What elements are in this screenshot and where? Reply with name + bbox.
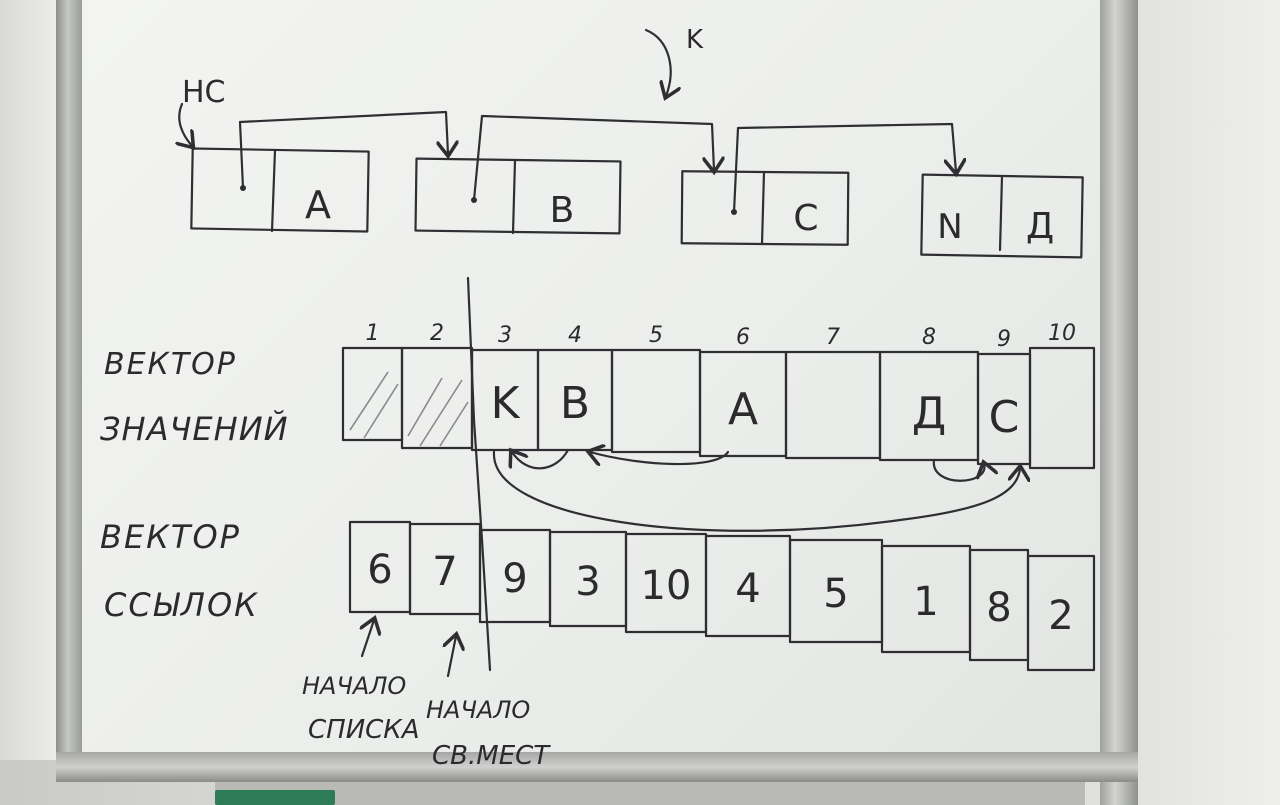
link-a-to-b-vec bbox=[590, 452, 728, 464]
free-start-label-2: СВ.МЕСТ bbox=[432, 741, 550, 771]
value-cell bbox=[1030, 348, 1094, 468]
link-d-to-c bbox=[934, 460, 985, 481]
node-c-value: C bbox=[793, 198, 819, 239]
list-node-c bbox=[682, 171, 849, 244]
value-cell-value: A bbox=[727, 384, 759, 435]
list-node-last bbox=[921, 175, 1082, 258]
ref-vector-label-2: ССЫЛОК bbox=[104, 586, 259, 624]
value-cell-value: C bbox=[988, 392, 1020, 443]
value-cell-index: 3 bbox=[498, 323, 512, 348]
ref-vector bbox=[350, 522, 1094, 670]
value-cell-index: 9 bbox=[997, 327, 1011, 352]
ref-cell-value: 2 bbox=[1048, 593, 1074, 639]
value-cell-index: 1 bbox=[365, 321, 380, 346]
ref-cell-value: 3 bbox=[575, 559, 601, 605]
link-b-to-c bbox=[474, 116, 714, 200]
hc-pointer-label: HC bbox=[182, 75, 226, 110]
ref-cell-value: 1 bbox=[913, 579, 939, 625]
list-node-b bbox=[416, 159, 621, 234]
value-cell bbox=[402, 348, 472, 448]
ref-cell-value: 5 bbox=[823, 571, 849, 617]
node-a-value: A bbox=[305, 183, 331, 227]
value-cell-hatching bbox=[350, 372, 468, 446]
node-last-pointer: N bbox=[937, 207, 963, 247]
list-start-label-1: НАЧАЛО bbox=[302, 672, 407, 700]
hc-arrow bbox=[179, 104, 192, 146]
ref-vector-label-1: ВЕКТОР bbox=[100, 518, 241, 556]
link-k-to-c bbox=[494, 452, 1020, 531]
ref-cell-value: 10 bbox=[640, 563, 692, 609]
ref-cell-value: 9 bbox=[502, 556, 528, 602]
value-cell-value: Д bbox=[911, 388, 947, 439]
ref-cell-value: 4 bbox=[735, 566, 761, 612]
list-start-label-2: СПИСКА bbox=[308, 715, 420, 745]
value-cell-value: K bbox=[490, 378, 520, 429]
value-cell bbox=[786, 352, 880, 458]
value-cell-index: 6 bbox=[736, 325, 750, 350]
k-arrow bbox=[646, 30, 671, 96]
k-pointer-label: K bbox=[686, 25, 704, 55]
value-cell-value: B bbox=[559, 378, 591, 429]
value-cell-index: 10 bbox=[1048, 321, 1076, 346]
free-start-arrow bbox=[448, 636, 456, 676]
ref-cell-value: 7 bbox=[432, 549, 458, 595]
free-start-label-1: НАЧАЛО bbox=[426, 696, 531, 724]
value-cell-index: 4 bbox=[568, 323, 582, 348]
value-cell-index: 8 bbox=[922, 325, 936, 350]
list-start-arrow bbox=[362, 620, 374, 656]
value-cell-index: 2 bbox=[430, 321, 444, 346]
value-vector-label-1: ВЕКТОР bbox=[104, 347, 237, 382]
value-cell-index: 5 bbox=[649, 323, 663, 348]
node-b-value: B bbox=[549, 190, 575, 231]
link-k-to-b bbox=[512, 450, 568, 468]
value-cell-index: 7 bbox=[826, 325, 840, 350]
value-cell bbox=[612, 350, 700, 452]
ref-cell-value: 8 bbox=[986, 585, 1012, 631]
node-last-value: Д bbox=[1025, 206, 1055, 247]
ref-cell-value: 6 bbox=[367, 547, 393, 593]
value-vector bbox=[343, 321, 1094, 468]
value-vector-label-2: ЗНАЧЕНИЙ bbox=[100, 410, 289, 448]
list-node-a bbox=[191, 148, 368, 231]
